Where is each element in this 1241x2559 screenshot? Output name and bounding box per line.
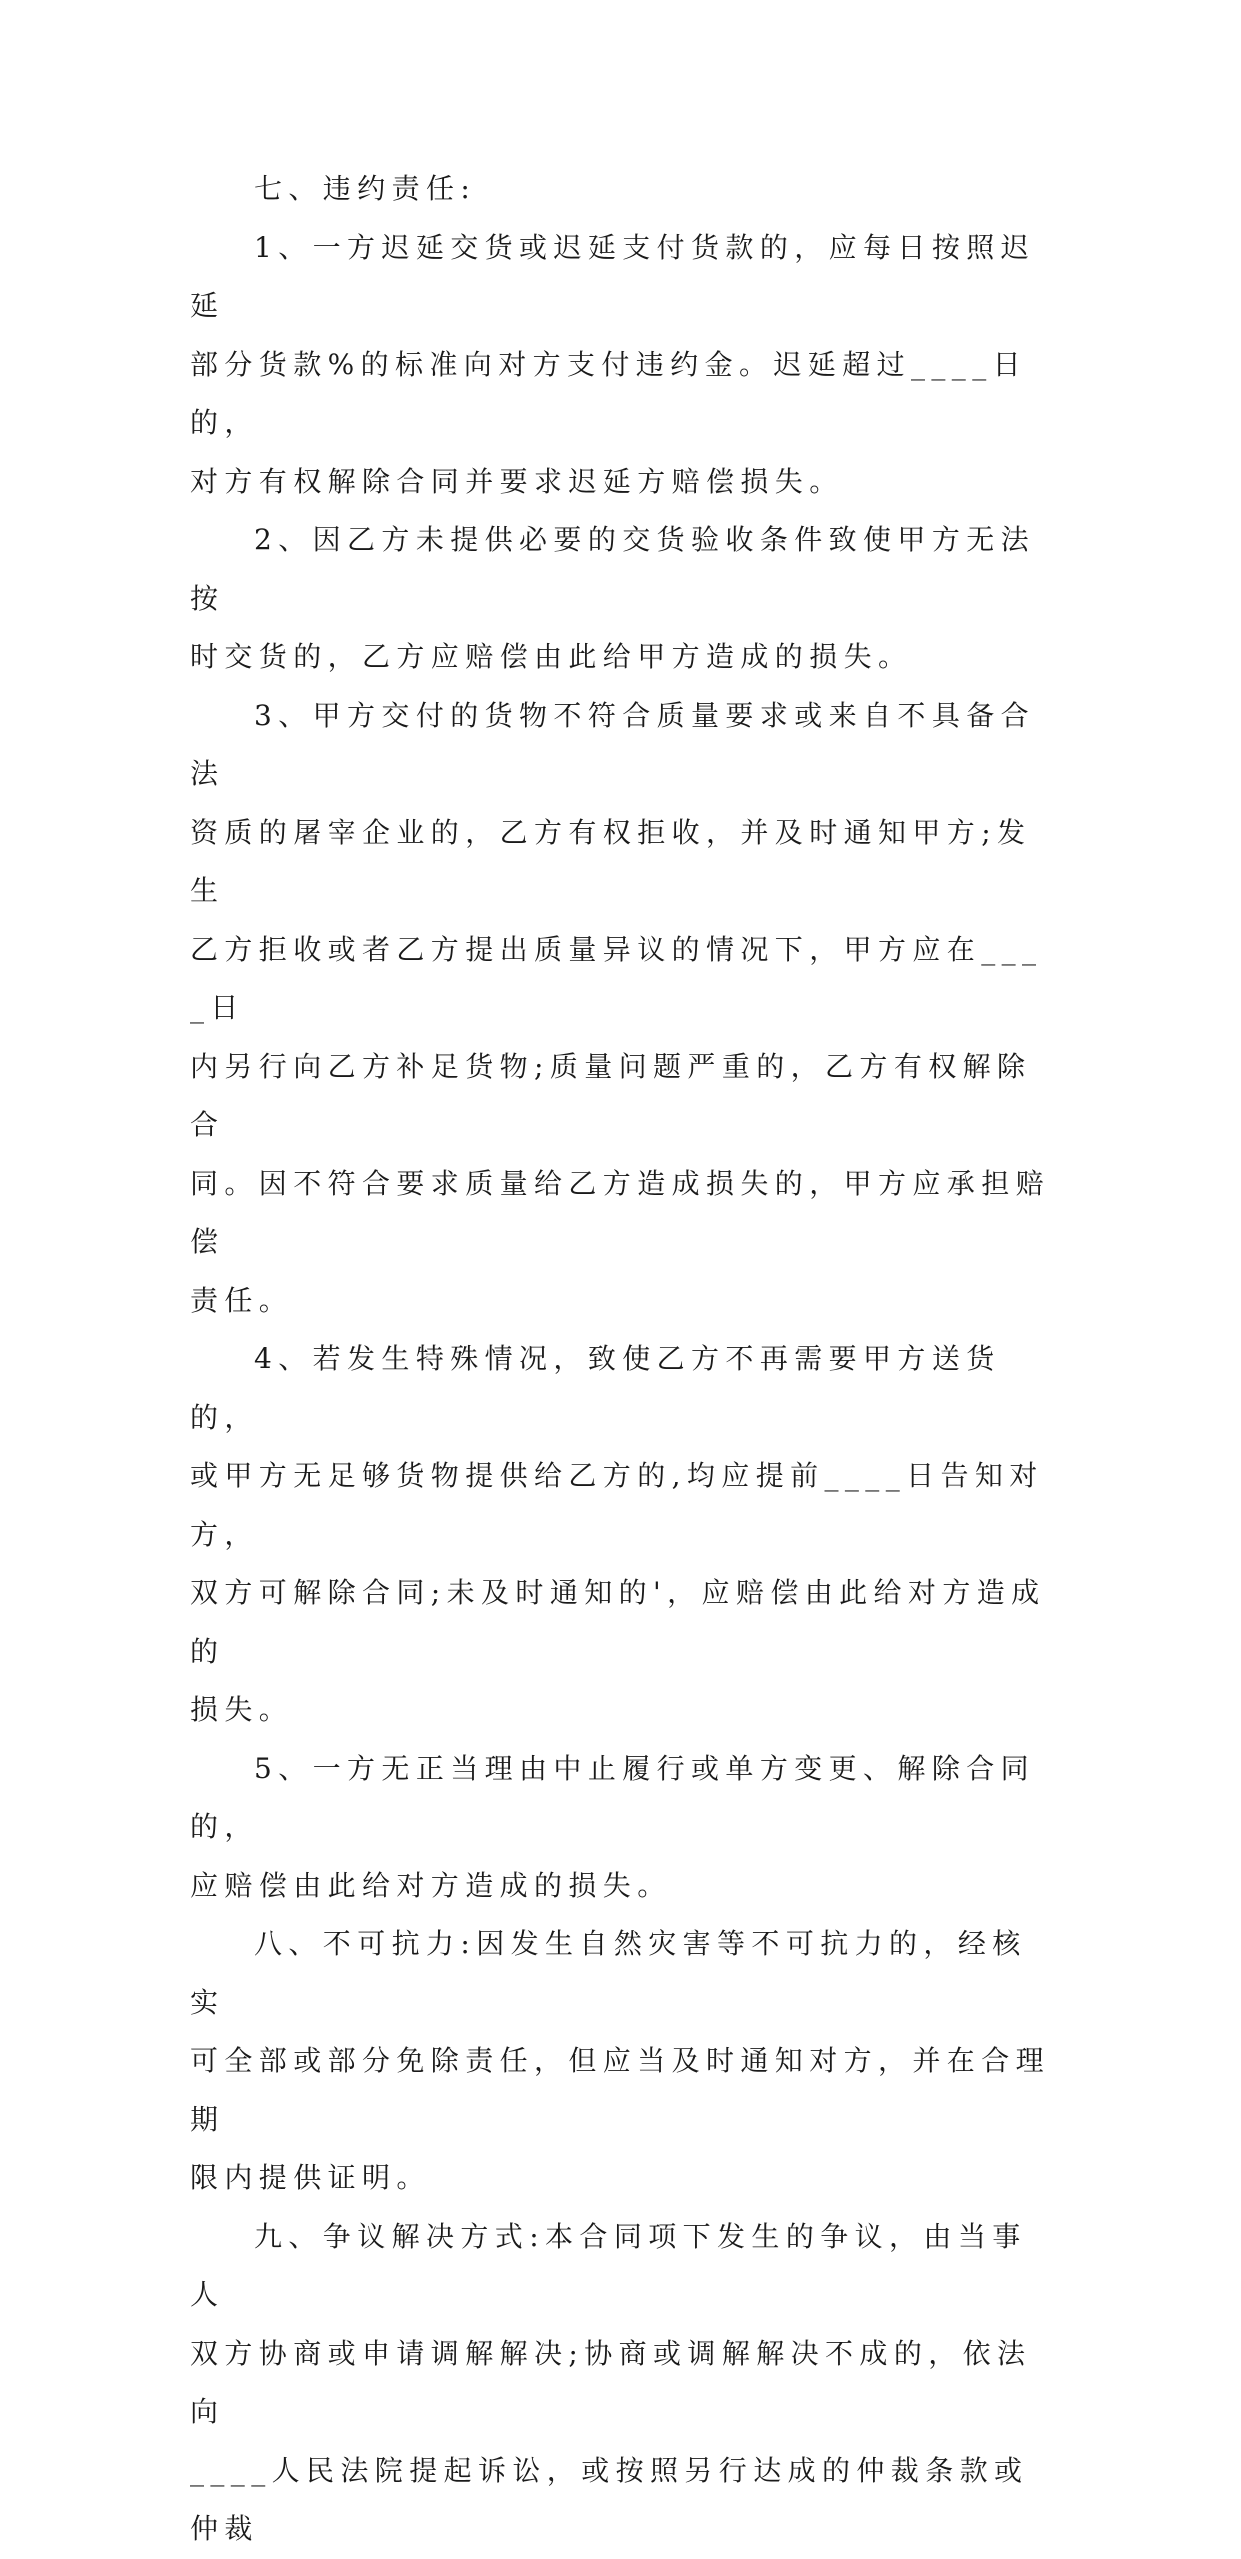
clause-1-late-delivery-payment: 1、一方迟延交货或迟延支付货款的，应每日按照迟延 部分货款%的标准向对方支付违约金。迟延超过____日的， 对方有权解除合同并要求迟延方赔偿损失。 <box>190 230 1036 498</box>
clause-3-quality-requirements: 3、甲方交付的货物不符合质量要求或来自不具备合法 资质的屠宰企业的，乙方有权拒收，并及时通知甲方;发生 乙方拒收或者乙方提出质量异议的情况下，甲方应在____日 内另行向乙方补足货物;质量问题严重的，乙方有权解除合 同。因不符合要求质量给乙方造成损失的，甲方应承担赔偿 责任。 <box>190 698 1051 1317</box>
section-heading-breach-liability: 七、违约责任: <box>254 172 477 205</box>
document-page <box>190 160 1050 2559</box>
section-heading-force-majeure: 八、不可抗力:因发生自然灾害等不可抗力的，经核实 可全部或部分免除责任，但应当及时通知对方，并在合理期 限内提供证明。 <box>190 1927 1051 2194</box>
clause-5-unilateral-termination: 5、一方无正当理由中止履行或单方变更、解除合同的， 应赔偿由此给对方造成的损失。 <box>190 1751 1036 1902</box>
section-heading-dispute-resolution: 九、争议解决方式:本合同项下发生的争议，由当事人 双方协商或申请调解解决;协商或调解解决不成的，依法向 ____人民法院提起诉讼，或按照另行达成的仲裁条款或仲裁 <box>190 2219 1032 2545</box>
clause-4-special-circumstances: 4、若发生特殊情况，致使乙方不再需要甲方送货的， 或甲方无足够货物提供给乙方的,均应提前____日告知对方， 双方可解除合同;未及时通知的'，应赔偿由此给对方造成的 损失。 <box>190 1342 1046 1726</box>
clause-2-buyer-acceptance-conditions: 2、因乙方未提供必要的交货验收条件致使甲方无法按 时交货的，乙方应赔偿由此给甲方造成的损失。 <box>190 523 1036 673</box>
